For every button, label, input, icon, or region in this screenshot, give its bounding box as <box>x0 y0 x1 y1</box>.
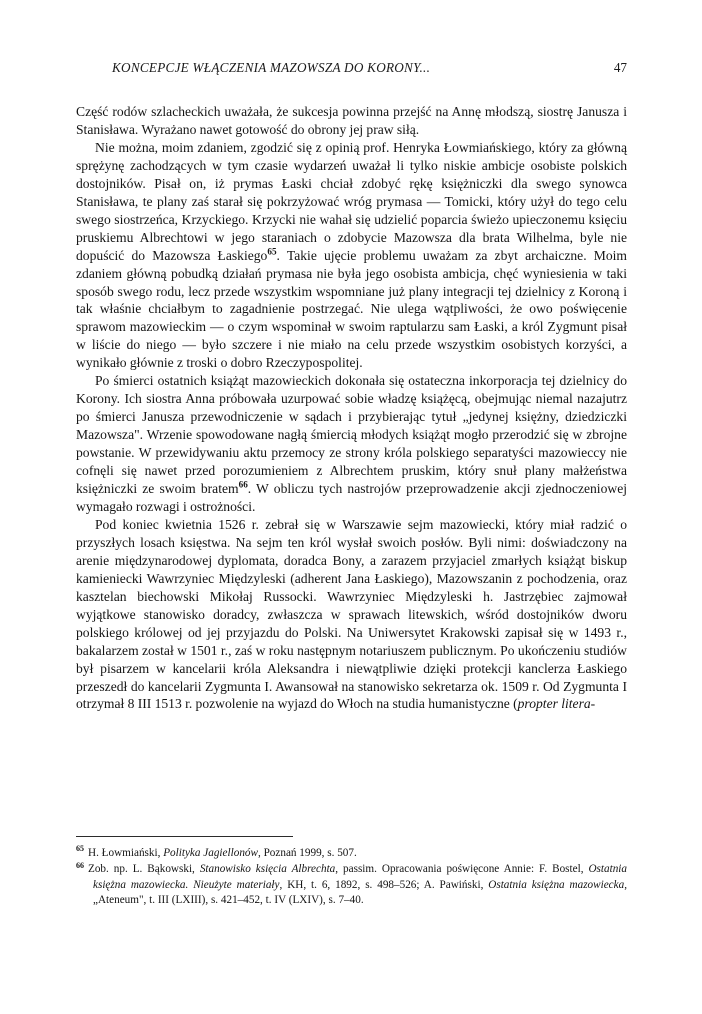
footnote-title-italic: Polityka Jagiellonów <box>163 847 258 859</box>
paragraph-3: Po śmierci ostatnich książąt mazowieckich dokonała się ostateczna inkorporacja tej dzielnicy do Korony. Ich siostra Anna próbowała uzurpować sobie władzę książęcą, obejmując niemal nazajutrz po śmierci Janusza przewodniczenie w sądach i przybierając tytuł „jedynej księżny, dziedziczki Mazowsza". Wrzenie spowodowane nagłą śmiercią młodych książąt mogło przerodzić się w zbrojne powstanie. W przewidywaniu aktu przemocy ze strony króla polskiego separatyści mazowieccy nie cofnęli się nawet przed porozumieniem z Albrechtem pruskim, który snuł plany małżeństwa księżniczki ze swoim bratem$^{66}$. W obliczu tych nastrojów przeprowadzenie akcji zjednoczeniowej wymagało rozwagi i ostrożności. <box>76 373 628 514</box>
footnote-title-italic: Stanowisko księcia Albrechta <box>199 863 336 876</box>
body-text-column <box>76 103 627 713</box>
paragraph-2: Nie można, moim zdaniem, zgodzić się z opinią prof. Henryka Łowmiańskiego, który za główną sprężynę zachodzących w tym czasie wydarzeń uważał li tylko niskie ambicje osobiste polskich dostojników. Pisał on, iż prymas Łaski chciał zdobyć rękę księżniczki dla swego synowca Stanisława, te plany zaś starał się pokrzyżować wróg prymasa — Tomicki, który użył do tego celu swego siostrzeńca, Krzyckiego. Krzycki nie wahał się udzielić poparcia świeżo upieczonemu księciu pruskiemu Albrechtowi w jego staraniach o zdobycie Mazowsza dla brata Wilhelma, byle nie dopuścić do Mazowsza Łaskiego$^{65}$. Takie ujęcie problemu uważam za zbyt archaiczne. Moim zdaniem główną pobudką działań prymasa nie była jego osobista ambicja, chęć wyniesienia w taki sposób swego rodu, lecz przede wszystkim wspomniane już plany integracji tej dzielnicy z Koroną i tak właśnie chciałbym to zagadnienie postrzegać. Nie ulega wątpliwości, że owo poświęcenie sprawom mazowieckim — o czym wspominał w swoim raptularzu sam Łaski, a król Zygmunt pisał w liście do niego — było szczere i nie miało na celu przede wszystkim osobistych korzyści, a wynikało głównie z troski o dobro Rzeczypospolitej. <box>76 139 628 371</box>
footnote-number-66: 66 <box>76 860 84 870</box>
running-header <box>76 60 627 80</box>
paragraph-1: Część rodów szlacheckich uważała, że sukcesja powinna przejść na Annę młodszą, siostrę Janusza i Stanisława. Wyrażano nawet gotowość do obrony jej praw siłą. <box>76 104 627 137</box>
page-number: 47 <box>613 60 627 75</box>
footnote-title-italic: Ostatnia księżna mazowiecka. Nieużyte materiały <box>93 863 628 891</box>
paragraph-4: Pod koniec kwietnia 1526 r. zebrał się w Warszawie sejm mazowiecki, który miał radzić o przyszłych losach księstwa. Na sejm ten król wysłał swoich posłów. Byli nimi: doświadczony na arenie międzynarodowej dyplomata, doradca Bony, a zarazem przyjaciel zmarłych książąt biskup kamieniecki Wawrzyniec Międzyleski (adherent Jana Łaskiego), Mazowszanin z pochodzenia, oraz kasztelan biechowski Mikołaj Russocki. Wawrzyniec Międzyleski h. Jastrzębiec zajmował wyjątkowe stanowisko doradcy, zwłaszcza w sprawach litewskich, wśród dostojników dworu polskiego królowej od jej przyjazdu do Polski. Na Uniwersytet Krakowski zapisał się w 1493 r., bakalarzem został w 1501 r., zaś w roku następnym notariuszem publicznym. Po ukończeniu studiów był pisarzem w kancelarii króla Aleksandra i niewątpliwie dzięki protekcji kanclerza Łaskiego przeszedł do kancelarii Zygmunta I. Awansował na stanowisko sekretarza ok. 1509 r. Od Zygmunta I otrzymał 8 III 1513 r. pozwolenie na wyjazd do Włoch na studia humanistyczne (propter litera- <box>76 516 627 712</box>
footnote-list <box>76 846 627 909</box>
footnote-reference-65[interactable]: 65 <box>267 246 277 257</box>
page-header-title: KONCEPCJE WŁĄCZENIA MAZOWSZA DO KORONY... <box>112 60 431 75</box>
footnote-reference-66[interactable]: 66 <box>238 479 248 490</box>
footnote-65: $^{65}$ H. Łowmiański, Polityka Jagiellonów, Poznań 1999, s. 507. <box>76 844 357 859</box>
footnote-66: $^{66}$ Zob. np. L. Bąkowski, Stanowisko księcia Albrechta, passim. Opracowania poświęcone Annie: F. Bostel, Ostatnia księżna mazowiecka. Nieużyte materiały, KH, t. 6, 1892, s. 498–526; A. Pawiński, Ostatnia księżna mazowiecka, „Ateneum", t. III (LXIII), s. 421–452, t. IV (LXIV), s. 7–40. <box>76 860 628 907</box>
footnote-area <box>76 836 627 910</box>
footnote-separator-rule <box>76 836 293 837</box>
footnote-number-65: 65 <box>76 844 84 854</box>
footnote-title-italic: Ostatnia księżna mazowiecka <box>488 878 625 891</box>
latin-phrase: propter litera- <box>517 696 596 712</box>
